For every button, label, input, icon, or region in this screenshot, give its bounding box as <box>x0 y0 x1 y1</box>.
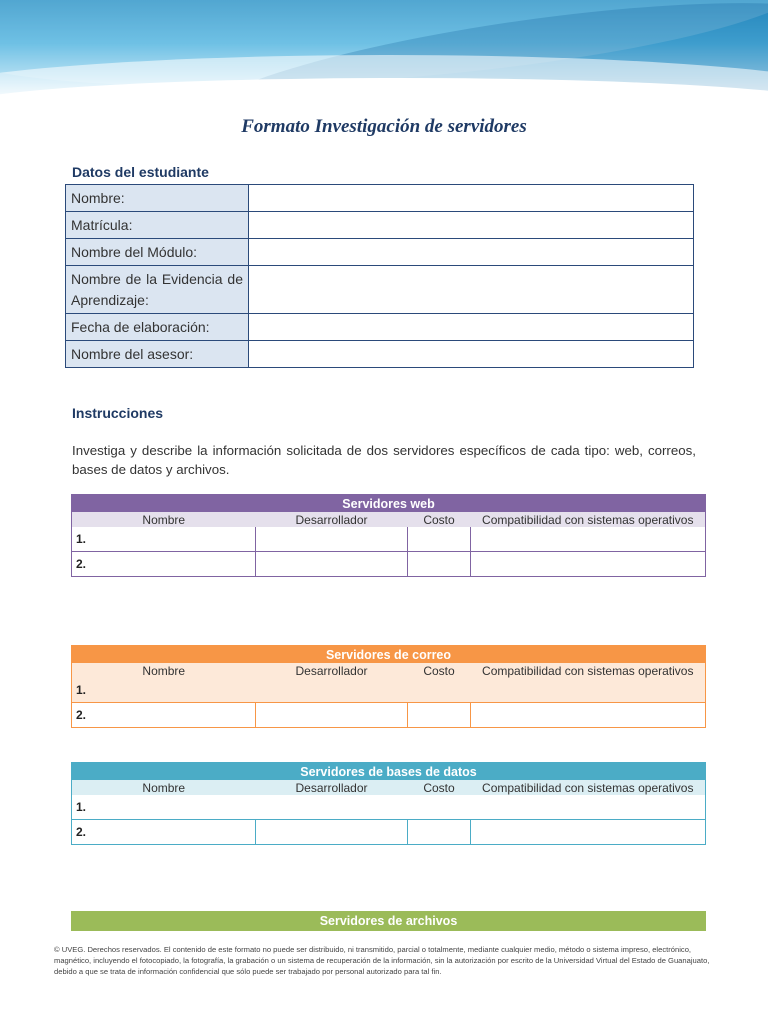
column-header: Compatibilidad con sistemas operativos <box>482 663 694 678</box>
evidence-name-field[interactable] <box>249 266 694 314</box>
column-header: Compatibilidad con sistemas operativos <box>482 780 694 795</box>
row-number[interactable]: 2. <box>72 703 256 728</box>
field-label: Nombre del asesor: <box>66 341 249 368</box>
column-header: Desarrollador <box>295 512 368 527</box>
table-row <box>72 527 706 552</box>
row-number[interactable]: 2. <box>72 552 256 577</box>
field-label: Nombre de la Evidencia de Aprendizaje: <box>66 266 249 314</box>
table-row <box>72 552 706 577</box>
table-cell[interactable] <box>471 527 706 552</box>
date-field[interactable] <box>249 314 694 341</box>
row-number[interactable]: 1. <box>72 527 256 552</box>
table-cell[interactable] <box>256 703 408 728</box>
table-row <box>66 314 694 341</box>
page-title: Formato Investigación de servidores <box>241 116 527 137</box>
table-row <box>72 795 706 820</box>
table-row <box>66 341 694 368</box>
field-label: Matrícula: <box>66 212 249 239</box>
column-header: Nombre <box>142 780 186 795</box>
table-row <box>66 266 694 314</box>
enrollment-field[interactable] <box>249 212 694 239</box>
column-header: Costo <box>423 780 455 795</box>
field-label: Nombre: <box>66 185 249 212</box>
column-header: Costo <box>423 512 455 527</box>
row-number[interactable]: 1. <box>72 678 706 703</box>
database-servers-table <box>71 762 706 845</box>
table-cell[interactable] <box>408 703 471 728</box>
module-name-field[interactable] <box>249 239 694 266</box>
mail-servers-table <box>71 645 706 728</box>
table-cell[interactable] <box>256 552 408 577</box>
table-cell[interactable] <box>256 527 408 552</box>
table-title: Servidores de bases de datos <box>300 764 477 779</box>
student-data-table <box>65 184 694 368</box>
column-header: Nombre <box>142 663 186 678</box>
row-number[interactable]: 2. <box>72 820 256 845</box>
column-header: Costo <box>423 663 455 678</box>
column-header: Nombre <box>142 512 186 527</box>
table-cell[interactable] <box>471 552 706 577</box>
column-header: Compatibilidad con sistemas operativos <box>482 512 694 527</box>
table-row <box>66 185 694 212</box>
name-field[interactable] <box>249 185 694 212</box>
instructions-heading: Instrucciones <box>72 405 164 421</box>
table-title: Servidores de correo <box>325 647 452 662</box>
instructions-text: Investiga y describe la información solicitada de dos servidores específicos de cada tipo: web, correos, bases de datos y archivos. <box>72 443 696 477</box>
table-cell[interactable] <box>256 820 408 845</box>
table-cell[interactable] <box>408 527 471 552</box>
advisor-field[interactable] <box>249 341 694 368</box>
archive-servers-table-title: Servidores de archivos <box>71 911 706 931</box>
table-row <box>72 820 706 845</box>
field-label: Nombre del Módulo: <box>66 239 249 266</box>
row-number[interactable]: 1. <box>72 795 706 820</box>
header-banner <box>0 0 768 96</box>
table-row <box>66 239 694 266</box>
web-servers-table <box>71 494 706 577</box>
field-label: Fecha de elaboración: <box>66 314 249 341</box>
column-header: Desarrollador <box>295 780 368 795</box>
column-header: Desarrollador <box>295 663 368 678</box>
table-title: Servidores web <box>342 496 435 511</box>
student-section-heading: Datos del estudiante <box>72 164 209 180</box>
copyright-footer: © UVEG. Derechos reservados. El contenido de este formato no puede ser distribuido, ni transmitido, parcial o totalmente, mediante cualquier medio, método o sistema impreso, electrónico, magnético, incluyendo el fotocopiado, la fotografía, la grabación o un sistema de recuperación de la información, sin la autorización por escrito de la Universidad Virtual del Estado de Guanajuato, debido a que se trata de información confidencial que sólo puede ser trabajado por personal autorizado para tal fin. <box>54 945 710 976</box>
table-cell[interactable] <box>408 820 471 845</box>
table-cell[interactable] <box>408 552 471 577</box>
table-cell[interactable] <box>471 703 706 728</box>
table-cell[interactable] <box>471 820 706 845</box>
table-row <box>66 212 694 239</box>
table-row <box>72 703 706 728</box>
table-row <box>72 678 706 703</box>
